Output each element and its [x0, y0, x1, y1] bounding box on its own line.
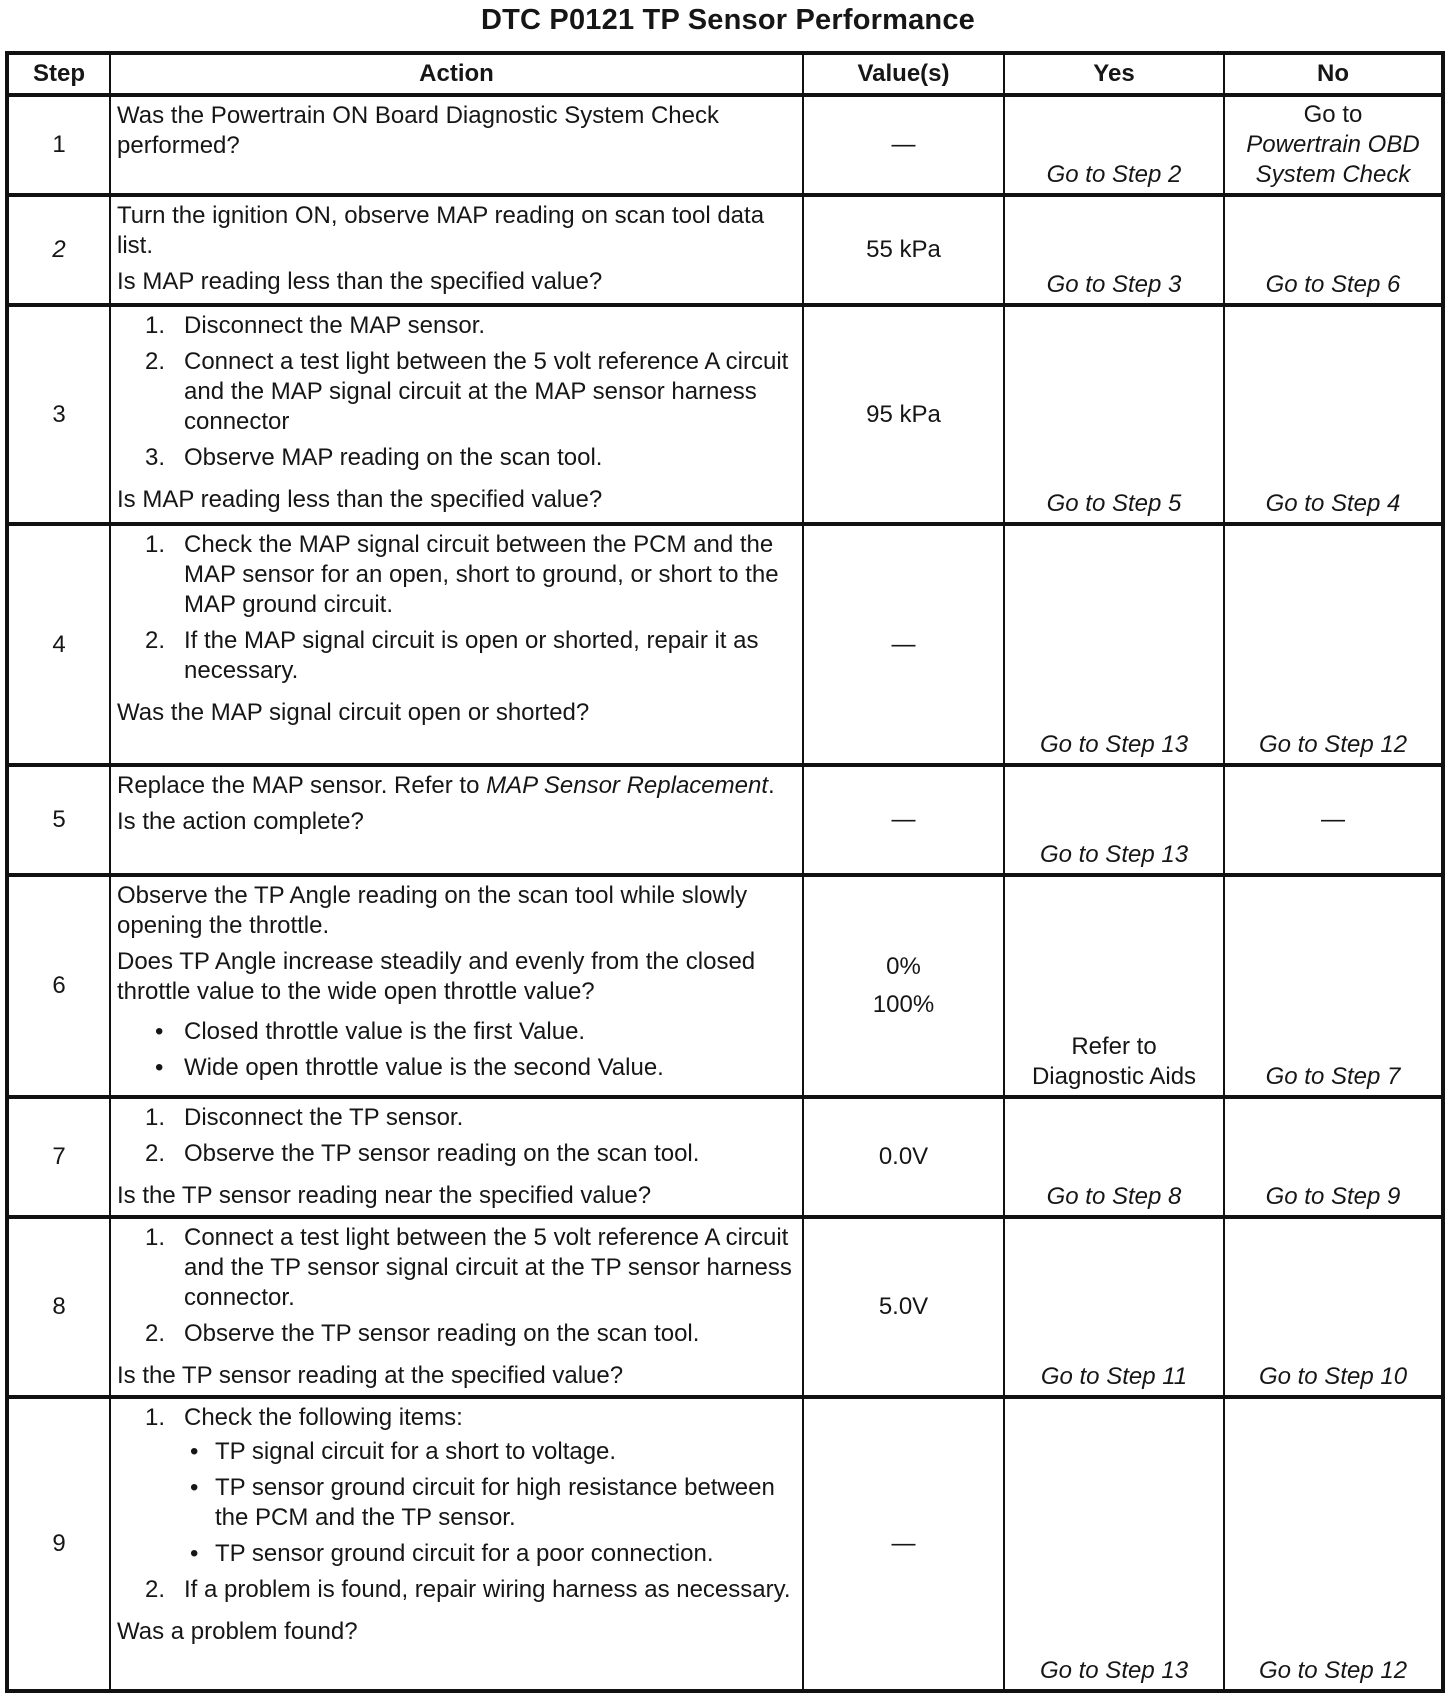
no-link[interactable]: Go to Step 6	[1265, 271, 1401, 298]
step-number: 1	[7, 95, 110, 195]
no-cell	[1224, 195, 1443, 305]
yes-link[interactable]: Go to Step 13	[1039, 1657, 1189, 1684]
step-number: 6	[7, 875, 110, 1097]
list-item: 2. Observe the TP sensor reading on the scan tool.	[145, 1320, 700, 1347]
numbered-list	[117, 530, 794, 692]
action-text: Turn the ignition ON, observe MAP reading on scan tool data list.	[117, 202, 765, 259]
action-question: Is MAP reading less than the specified value?	[117, 486, 603, 513]
numbered-list	[117, 1103, 794, 1175]
yes-cell	[1004, 765, 1224, 875]
header-values: Value(s)	[803, 53, 1004, 95]
action-cell	[110, 875, 803, 1097]
action-cell	[110, 1397, 803, 1691]
value-cell: —	[803, 1397, 1004, 1691]
yes-cell	[1004, 524, 1224, 765]
step-number: 3	[7, 305, 110, 524]
table-row	[7, 875, 1443, 1097]
yes-cell	[1004, 1397, 1224, 1691]
value-cell: 55 kPa	[803, 195, 1004, 305]
action-text: Observe the TP Angle reading on the scan tool while slowly opening the throttle.	[117, 882, 748, 939]
yes-link[interactable]: Refer to Diagnostic Aids	[1031, 1033, 1197, 1090]
list-item: 1. Check the MAP signal circuit between the PCM and the MAP sensor for an open, short to ground, or short to the MAP ground circuit.	[145, 531, 779, 618]
yes-link[interactable]: Go to Step 2	[1046, 161, 1182, 188]
list-item: 2. Observe the TP sensor reading on the scan tool.	[145, 1140, 700, 1167]
header-action: Action	[110, 53, 803, 95]
no-link[interactable]	[1225, 100, 1441, 190]
value-wide-open: 100%	[872, 991, 935, 1018]
action-cell	[110, 524, 803, 765]
no-link[interactable]: Go to Step 12	[1258, 1657, 1408, 1684]
no-value: —	[1321, 806, 1345, 833]
yes-link[interactable]: Go to Step 8	[1046, 1183, 1182, 1210]
action-question: Is the TP sensor reading near the specified value?	[117, 1182, 652, 1209]
yes-cell	[1004, 95, 1224, 195]
step-number: 4	[7, 524, 110, 765]
list-item: • Wide open throttle value is the second Value.	[155, 1054, 664, 1081]
yes-link[interactable]: Go to Step 5	[1046, 490, 1182, 517]
table-row	[7, 765, 1443, 875]
bullet-list	[117, 1017, 794, 1083]
header-yes: Yes	[1004, 53, 1224, 95]
action-cell	[110, 305, 803, 524]
step-number: 2	[7, 195, 110, 305]
no-link[interactable]: Go to Step 10	[1258, 1363, 1408, 1390]
no-link[interactable]: Go to Step 9	[1265, 1183, 1401, 1210]
no-link[interactable]: Go to Step 7	[1265, 1063, 1401, 1090]
no-cell	[1224, 875, 1443, 1097]
step-number: 7	[7, 1097, 110, 1217]
no-link-target: Powertrain OBD System Check	[1246, 131, 1420, 188]
action-question: Is the action complete?	[117, 808, 364, 835]
action-cell	[110, 765, 803, 875]
reference-link[interactable]: MAP Sensor Replacement	[486, 772, 768, 799]
action-text: Replace the MAP sensor. Refer to MAP Sensor Replacement.	[117, 772, 775, 799]
table-row	[7, 195, 1443, 305]
value-cell	[803, 875, 1004, 1097]
no-cell	[1224, 1217, 1443, 1397]
action-text: Was the Powertrain ON Board Diagnostic System Check performed?	[117, 102, 720, 159]
table-row	[7, 305, 1443, 524]
yes-cell	[1004, 305, 1224, 524]
table-row	[7, 1097, 1443, 1217]
table-row	[7, 1217, 1443, 1397]
yes-link[interactable]: Go to Step 13	[1039, 731, 1189, 758]
yes-link[interactable]: Go to Step 3	[1046, 271, 1182, 298]
numbered-list	[117, 311, 794, 479]
no-cell	[1224, 1097, 1443, 1217]
step-number: 5	[7, 765, 110, 875]
bullet-list	[184, 1437, 794, 1569]
yes-cell	[1004, 875, 1224, 1097]
value-cell: —	[803, 765, 1004, 875]
no-link[interactable]: Go to Step 4	[1265, 490, 1401, 517]
table-row	[7, 524, 1443, 765]
list-item: 2. Connect a test light between the 5 volt reference A circuit and the MAP signal circuit at the MAP sensor harness connector	[145, 348, 789, 435]
action-question: Was a problem found?	[117, 1618, 358, 1645]
list-item: 1. Connect a test light between the 5 volt reference A circuit and the TP sensor signal circuit at the TP sensor harness connector.	[145, 1224, 792, 1311]
no-cell	[1224, 524, 1443, 765]
list-item: 1. Disconnect the MAP sensor.	[145, 312, 486, 339]
value-cell: 0.0V	[803, 1097, 1004, 1217]
list-item: • Closed throttle value is the first Value.	[155, 1018, 586, 1045]
value-cell: —	[803, 95, 1004, 195]
value-cell: 95 kPa	[803, 305, 1004, 524]
header-no: No	[1224, 53, 1443, 95]
no-cell	[1224, 765, 1443, 875]
numbered-list	[117, 1403, 794, 1611]
no-link[interactable]: Go to Step 12	[1258, 731, 1408, 758]
table-header-row	[7, 53, 1443, 95]
no-cell	[1224, 95, 1443, 195]
action-question: Is MAP reading less than the specified value?	[117, 268, 603, 295]
no-link-prefix: Go to	[1303, 101, 1363, 128]
yes-link[interactable]: Go to Step 11	[1040, 1363, 1188, 1390]
list-item: • TP signal circuit for a short to voltage.	[190, 1438, 617, 1465]
action-cell	[110, 1097, 803, 1217]
list-item: 2. If a problem is found, repair wiring harness as necessary.	[145, 1576, 791, 1603]
diagnostic-table	[5, 51, 1445, 1693]
list-item: • TP sensor ground circuit for high resistance between the PCM and the TP sensor.	[190, 1474, 775, 1531]
action-question: Was the MAP signal circuit open or shorted?	[117, 699, 590, 726]
value-cell: 5.0V	[803, 1217, 1004, 1397]
list-item: 1. Check the following items: • TP signal circuit for a short to voltage. • TP sensor ground circuit for high resistance between the PCM and the TP sensor. • TP sensor ground circuit for a poor connection.	[117, 1403, 794, 1569]
action-question: Does TP Angle increase steadily and evenly from the closed throttle value to the wide open throttle value?	[117, 948, 756, 1005]
step-number: 8	[7, 1217, 110, 1397]
table-row	[7, 95, 1443, 195]
no-cell	[1224, 1397, 1443, 1691]
list-item: 2. If the MAP signal circuit is open or shorted, repair it as necessary.	[145, 627, 759, 684]
action-question: Is the TP sensor reading at the specified value?	[117, 1362, 624, 1389]
action-cell	[110, 195, 803, 305]
yes-cell	[1004, 195, 1224, 305]
numbered-list	[117, 1223, 794, 1355]
list-item: 1. Disconnect the TP sensor.	[145, 1104, 464, 1131]
list-item: 3. Observe MAP reading on the scan tool.	[145, 444, 603, 471]
header-step: Step	[7, 53, 110, 95]
value-closed: 0%	[886, 953, 921, 980]
yes-cell	[1004, 1217, 1224, 1397]
action-cell	[110, 1217, 803, 1397]
list-item: • TP sensor ground circuit for a poor connection.	[190, 1540, 714, 1567]
page-title: DTC P0121 TP Sensor Performance	[480, 4, 976, 36]
action-cell	[110, 95, 803, 195]
yes-cell	[1004, 1097, 1224, 1217]
value-cell: —	[803, 524, 1004, 765]
yes-link[interactable]: Go to Step 13	[1039, 841, 1189, 868]
no-cell	[1224, 305, 1443, 524]
step-number: 9	[7, 1397, 110, 1691]
table-row	[7, 1397, 1443, 1691]
